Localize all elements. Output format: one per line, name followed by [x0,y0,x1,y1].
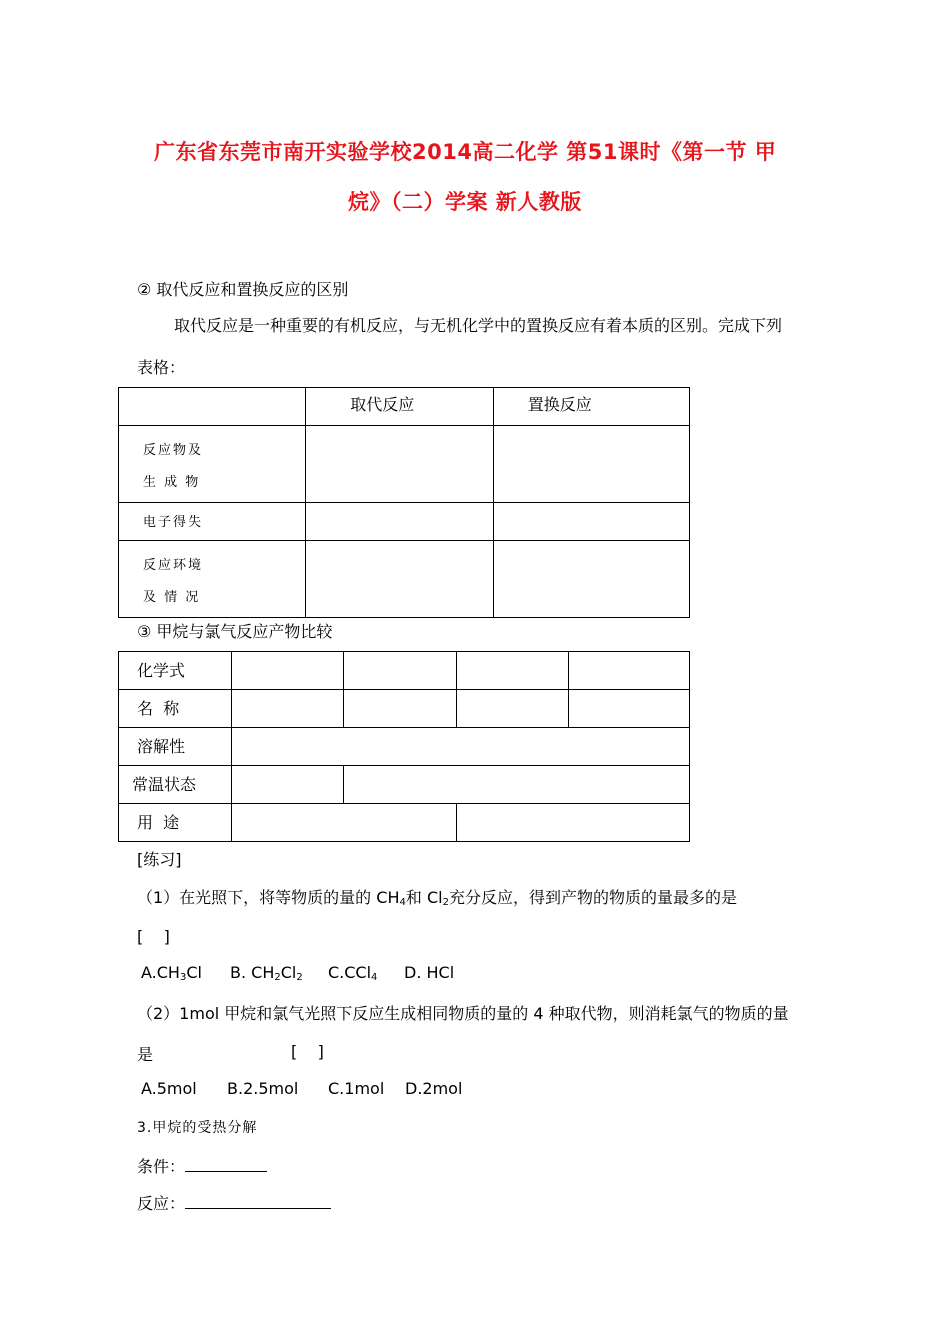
question-2-line2: 是 [137,1045,154,1064]
section3-heading: ③ 甲烷与氯气反应产物比较 [137,622,333,641]
section2-intro-line2: 表格： [137,358,186,377]
table1-header-empty [119,388,306,426]
table-row [119,652,690,690]
reaction-label: 反应： [137,1194,186,1213]
table2-row-label: 溶解性 [119,728,232,766]
condition-row [137,1154,267,1177]
table2-row-label: 常温状态 [119,766,232,804]
table1-cell-blank[interactable] [306,541,493,618]
reaction-row [137,1191,331,1214]
document-title-line2: 烷》（二）学案 新人教版 [348,190,582,214]
table-row [119,766,690,804]
table-row [119,690,690,728]
table2-row-label: 化学式 [119,652,232,690]
table1-row-label [119,541,306,618]
table1-row-label [119,426,306,503]
table2-cell-blank[interactable] [344,766,690,804]
table1-header-substitution-label: 取代反应 [350,395,415,414]
table2-row-label: 用 途 [119,804,232,842]
table-row [119,503,690,541]
table1-cell-blank[interactable] [493,503,689,541]
table2-cell-blank[interactable] [231,804,456,842]
table2-cell-blank[interactable] [231,652,344,690]
condition-blank[interactable] [185,1155,267,1172]
table1-cell-blank[interactable] [306,503,493,541]
question-2-option-d[interactable]: D.2mol [405,1079,463,1098]
products-table [118,651,690,842]
table2-cell-blank[interactable] [344,652,457,690]
table2-cell-blank[interactable] [456,652,569,690]
section2-intro-line1: 取代反应是一种重要的有机反应，与无机化学中的置换反应有着本质的区别。完成下列 [174,316,783,335]
exercise-heading: [练习] [137,850,182,869]
question-2-option-c[interactable]: C.1mol [328,1079,385,1098]
table1-row3-label-line1: 反应环境 [143,558,204,573]
question-1-answer-bracket[interactable]: [ ] [137,927,170,946]
table2-cell-blank[interactable] [231,728,689,766]
table-row [119,804,690,842]
table2-cell-blank[interactable] [231,766,344,804]
question-1-option-b[interactable]: B. $CH_2Cl_2$ [230,963,303,983]
comparison-table-1 [118,387,690,618]
table1-row3-label-line2: 及 情 况 [143,590,201,605]
table2-cell-blank[interactable] [231,690,344,728]
table1-header-substitution [306,388,493,426]
question-2-answer-bracket[interactable]: [ ] [291,1042,324,1061]
document-title-line1: 广东省东莞市南开实验学校2014高二化学 第51课时《第一节 甲 [154,140,777,164]
question-1-option-a[interactable]: $A.CH_3Cl$ [141,963,202,983]
table1-header-row [119,388,690,426]
condition-label: 条件： [137,1157,186,1176]
table2-cell-blank[interactable] [569,690,690,728]
table1-row1-label-line1: 反应物及 [143,443,204,458]
table1-row1-label-line2: 生 成 物 [143,475,201,490]
table1-header-displacement [493,388,689,426]
decomposition-heading: 3.甲烷的受热分解 [137,1120,258,1136]
question-2: （2）1mol 甲烷和氯气光照下反应生成相同物质的量的 4 种取代物，则消耗氯气的物质的量 [137,1004,789,1023]
question-2-option-b[interactable]: B.2.5mol [227,1079,299,1098]
table-row [119,426,690,503]
table1-row-label [119,503,306,541]
table1-cell-blank[interactable] [493,426,689,503]
table1-row2-label: 电子得失 [143,515,204,530]
question-1-option-c[interactable]: C.CCl$_4$ [328,963,378,983]
table2-row-label: 名 称 [119,690,232,728]
table1-header-displacement-label: 置换反应 [527,395,592,414]
table1-cell-blank[interactable] [493,541,689,618]
table2-cell-blank[interactable] [456,690,569,728]
table-row [119,728,690,766]
question-2-option-a[interactable]: A.5mol [141,1079,197,1098]
table1-cell-blank[interactable] [306,426,493,503]
reaction-blank[interactable] [185,1192,331,1209]
question-1: （1）在光照下，将等物质的量的 $CH_4$和 $Cl_2$充分反应，得到产物的物质的量最多的是 [137,888,737,908]
table2-cell-blank[interactable] [569,652,690,690]
section2-heading: ② 取代反应和置换反应的区别 [137,280,349,299]
question-1-option-d[interactable]: D. HCl [404,963,455,982]
table-row [119,541,690,618]
table2-cell-blank[interactable] [456,804,689,842]
table2-cell-blank[interactable] [344,690,457,728]
